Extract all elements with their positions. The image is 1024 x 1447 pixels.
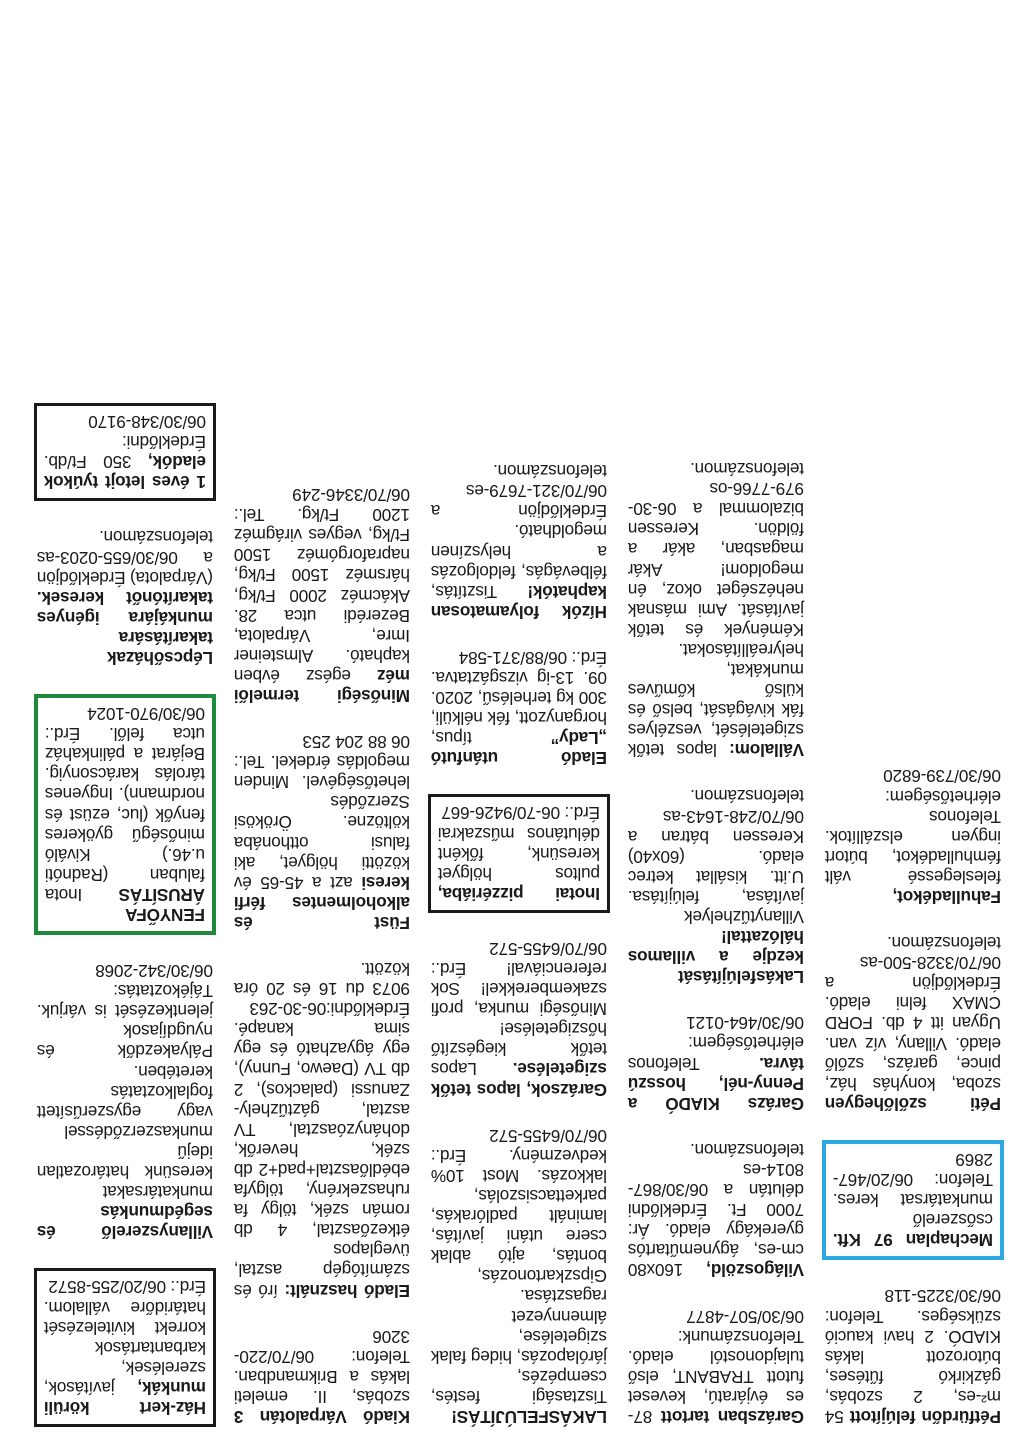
ad-headline: Fahulladékot,	[892, 887, 1001, 908]
classified-ad	[822, 1286, 1004, 1427]
ad-body: feleslegessé vált fémhulladékot, bútort ingyen elszállítok. Telefonos elérhetőségem: 06/30/739-6820	[825, 766, 1001, 887]
ad-body: 87-es évjáratú, keveset futott TRABANT, első tulajdonostól eladó. Telefonszámunk: 06/30/507-4877	[627, 1306, 804, 1427]
ad-headline: Minőségi termelői méz	[234, 665, 410, 706]
ad-headline: Füst és alkoholmentes férfi keresi	[234, 872, 410, 933]
ad-headline: Villanyszerelő és segédmunkás	[37, 1202, 213, 1243]
ad-body: szoba, konyhás ház, pince, garázs, szőlő eladó. Villany, víz van. Ugyan itt 4 db. FORD CMAX felni eladó. Érdeklődjön a 06/70/3328-500-as telefonszámon.	[825, 933, 1001, 1094]
ad-headline: Inotai pizzériába,	[438, 883, 600, 904]
ad-body: Lapos tetők kiegészítő hőszigetelése! Minőségi munka, profi szakemberekkel! Sok referenciával! Érd.: 06/70/6455-572	[431, 938, 607, 1080]
ad-headline: Hízók folyamatosan kaphatók!	[431, 581, 607, 622]
ads-column-3	[428, 435, 610, 1427]
ad-body: 160x80 cm-es, ágyneműtartós gyerekágy eladó. Ár: 7000 Ft. Érdeklődni délután a 06/30/867-8014-es telefonszámon.	[628, 1139, 804, 1281]
classified-ad	[428, 1126, 610, 1427]
ad-body: 54 m²-es, 2 szobás, gázkirkó fűtéses, bútorozott lakás KIADÓ. 2 havi kaució szükséges. Telefon: 06/30/3225-118	[825, 1286, 1001, 1427]
ad-body: típus, horganyzott, fék nélküli, 300 kg terhelésű, 2020. 09. 13-ig vizsgáztatva. Érd.: 06/88/371-584	[431, 647, 607, 749]
ad-headline: Eladó használt:	[284, 1280, 410, 1301]
ad-body: egész évben kapható. Almsteiner Imre, Várpalota, Bezerédi utca 28. Akácméz 2000 Ft/kg, hársméz 1500 Ft/kg, napraforgóméz 1500 Ft/kg, vegyes virágméz 1200 Ft/kg. Tel.: 06/70/3346-249	[234, 485, 410, 686]
ad-body: 350 Ft/db. Érdeklődni: 06/30/348-9170	[44, 412, 206, 473]
ad-headline: Lépcsőházak takarítására munkájára igényes takarítónőt keresek.	[37, 587, 213, 668]
ad-body: Tisztasági festés, csempézés, járólapozás, hideg falak szigetelése, álmennyezet ragasztása. Gipszkartonozás, bontás, ajtó ablak csere utáni javítás, laminált padlórakás, parkettacsiszolás, lakkozás. Most 10% kedvezmény. Érd.: 06/70/6455-572	[431, 1125, 607, 1407]
ad-body: író és számítógép asztal, üveglapos étkezőasztal, 4 db román szék, tölgy fa ruhaszekrény, tölgyfa ebédlőasztal+pad+2 db szék, heverők, dohányzóasztal, TV asztal, gáztűzhely-Zanussi (palackos), 2 db TV (Daewo, Funny), egy ágyazható és egy sima kanapé. Érdeklődni:06-30-263 9073 du 16 és 20 óra között.	[234, 959, 410, 1301]
ad-body: Tisztítás, félbevágás, feldolgozás a helyszínen megoldható. Érdeklődjön a 06/70/321-7679-es telefonszámon.	[431, 461, 607, 602]
ad-headline: Ház-kert körüli munkák,	[44, 1377, 206, 1418]
classified-ad-boxed	[34, 694, 216, 935]
ad-headline: 1 éves letojt tyúkok eladók,	[44, 452, 206, 493]
ad-body: pultos hölgyet keresünk, főként délutános műszakrai Érd.: 06-70/9426-667	[438, 803, 600, 884]
ad-body: csőszerelő munkatársat keres. Telefon: 06/20/467-2869	[833, 1149, 993, 1231]
classified-ad	[231, 1327, 413, 1427]
classified-ad	[34, 961, 216, 1242]
ad-headline: Garázsok, lapos tetők szigetelése.	[431, 1059, 607, 1100]
ad-body: munkatársakat keresünk határozatlan idejű munkaszerződéssel vagy egyszerűsített foglalkoztatás keretében. Pályakezdők és nyugdíjasok jelentkezését is várjuk. Tájékoztatás: 06/30/342-2068	[37, 961, 213, 1203]
ad-headline: FENYŐFA ÁRUSÍTÁS	[118, 884, 205, 926]
ad-body: lapos tetők szigetelését, veszélyes fák kivágását, belső és külső kőműves munkákat, helyreállításokat. Kémények és tetők javítását. Ami másnak nehézséget okoz, én megoldom! Akár magasban, akár a földön. Keressen bizalommal a 06-30-979-7766-os telefonszámon.	[628, 459, 804, 761]
ad-headline: Kiadó Várpalotán 3	[234, 1407, 410, 1427]
classified-ad-boxed	[822, 1140, 1004, 1260]
ads-column-1	[822, 740, 1004, 1427]
classified-ad	[428, 939, 610, 1100]
classified-ad	[231, 732, 413, 933]
ad-headline: LAKÁSFELÚJÍTÁS!	[451, 1407, 607, 1427]
ads-column-2	[625, 433, 807, 1427]
ad-body: Inota faluban (Radnóti u.46.) Kiváló minőségű gyökeres fenyők (luc, ezüst és nordmann). Ingyenes tárolás karácsonyig. Bejárat a pálinkaház utca felől. Érd.: 06/30/970-1024	[45, 704, 205, 905]
ad-headline: Pétfürdőn felújított	[849, 1407, 1001, 1427]
ad-body: szobás, II. emeleti lakás a Brikmandban. Telefon: 06/70/220-3206	[234, 1326, 410, 1407]
classified-ad-boxed	[34, 1268, 216, 1427]
classified-ad	[625, 459, 807, 760]
ads-column-4	[231, 459, 413, 1427]
classified-ad	[428, 648, 610, 769]
classified-ad	[625, 1013, 807, 1113]
classified-ad	[231, 485, 413, 706]
ad-body: (Várpalota) Érdeklődjön a 06/30/655-0203-as telefonszámon.	[37, 527, 213, 588]
ad-headline: Lakásfelújítását kezdje a villamos hálózattal!	[628, 927, 804, 988]
ad-body: azt a 45-65 év közötti hölgyet, aki falusi otthonába költözne. Örökösi Szerződés lehetőségével. Minden megoldás érdekel. Tel.: 06 88 204 253	[233, 732, 410, 893]
ad-headline: Eladó utánfutó „Lady”	[431, 728, 607, 769]
ad-body: Telefonos elérhetőségem: 06/30/464-0121	[628, 1013, 804, 1074]
ad-headline: Péti szőlőhegyen	[825, 1093, 1001, 1114]
ad-body: Villanytűzhelyek javítása, felújítása. U.itt. kisállat ketrec eladó. (60x40) Keressen bátran a 06/70/248-1643-as telefonszámon.	[628, 786, 804, 928]
classified-ad	[34, 527, 216, 668]
classified-ad	[428, 461, 610, 622]
classified-ad	[625, 786, 807, 987]
ad-headline: Vállalom:	[729, 740, 804, 761]
classified-ad	[822, 766, 1004, 907]
ad-body: javítások, szerelések, karbantartások korrekt kivitelezését határidőre vállalom. Érd.: 06/20/255-8572	[44, 1277, 206, 1398]
classified-ad	[822, 933, 1004, 1114]
ads-column-5	[34, 377, 216, 1427]
classified-ad-boxed	[34, 403, 216, 501]
ad-headline: Garázs KIADÓ a Penny-nél, hosszú távra.	[628, 1053, 804, 1114]
classified-ad	[625, 1140, 807, 1281]
ad-headline: Garázsban tartott	[660, 1407, 804, 1427]
classified-ad-boxed	[428, 794, 610, 912]
ad-headline: Mechaplan 97 Kft.	[833, 1230, 993, 1251]
classified-ad	[231, 959, 413, 1301]
classified-ad	[625, 1306, 807, 1427]
ad-headline: Világoszöld,	[706, 1260, 804, 1281]
